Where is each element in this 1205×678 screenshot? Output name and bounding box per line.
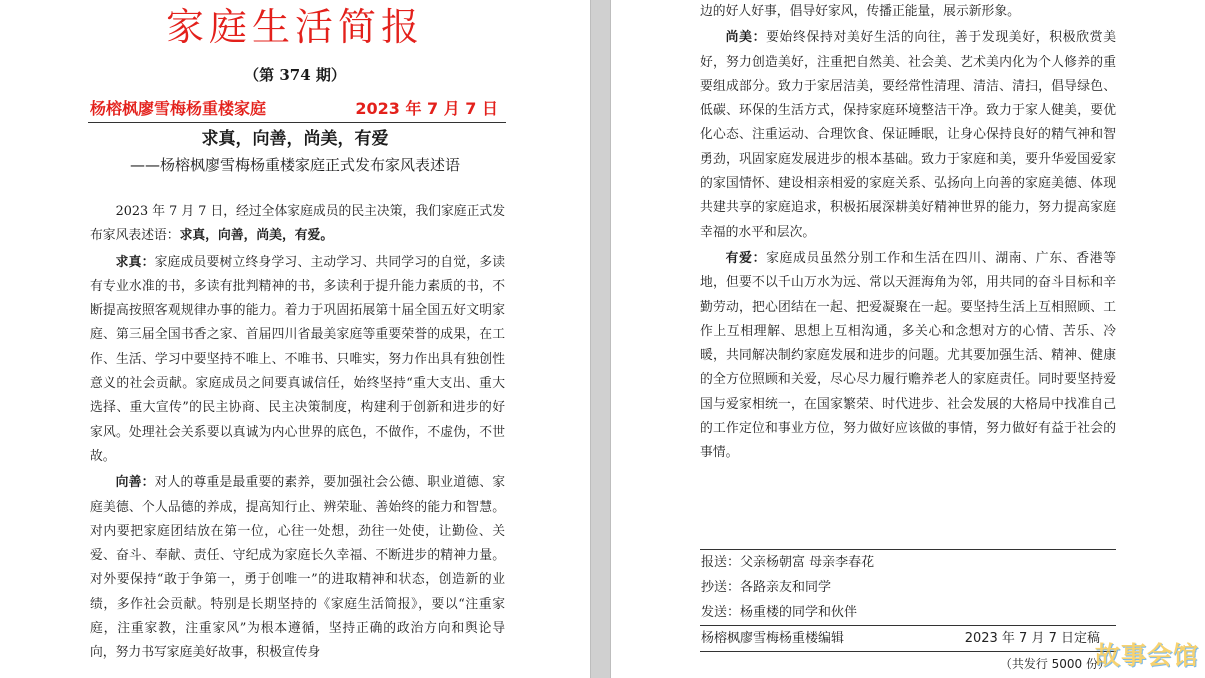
xiangshan-lead: 向善： [115, 475, 155, 491]
qiuzhen-lead: 求真： [115, 254, 155, 270]
intro-paragraph [90, 200, 505, 249]
xiangshan-text: 对人的尊重是最重要的素养，要加强社会公德、职业道德、家庭美德、个人品德的养成，提高知行止、辨荣耻、善始终的能力和智慧。对内要把家庭团结放在第一位，心往一处想，劲往一处使，让勤俭、关爱、奋斗、奉献、责任、守纪成为家庭长久幸福、不断进步的精神力量。对外要保持“敢于争第一，勇于创唯一”的进取精神和状态，创造新的业绩，多作社会贡献。特别是长期坚持的《家庭生活简报》，要以“注重家庭，注重家教，注重家风”为根本遵循，坚持正确的政治方向和舆论导向，努力书写家庭美好故事，积极宣传身 [90, 475, 506, 661]
masthead-title: 家庭生活简报 [165, 5, 424, 49]
article-body-left [90, 200, 505, 668]
issue-number: （第 374 期） [244, 66, 346, 84]
xiangshan-continuation: 边的好人好事，倡导好家风，传播正能量，展示新形象。 [700, 4, 1020, 19]
page-right [611, 0, 1205, 678]
article-body-right [700, 0, 1116, 468]
youai-text: 家庭成员虽然分别工作和生活在四川、湖南、广东、香港等地，但要不以千山万水为远、常以天涯海角为邻，用共同的奋斗目标和辛勤劳动，把心团结在一起、把爱凝聚在一起。要坚持生活上互相照顾、工作上互相理解、思想上互相沟通，多关心和念想对方的心情、苦乐、冷暖，共同解决制约家庭发展和进步的问题。尤其要加强生活、精神、健康的全方位照顾和关爱，尽心尽力履行赡养老人的家庭责任。同时要坚持爱国与爱家相统一，在国家繁荣、时代进步、社会发展的大格局中找准自己的工作定位和事业方位，努力做好应该做的事情，努力做好有益于社会的事情。 [700, 250, 1117, 461]
qiuzhen-text: 家庭成员要树立终身学习、主动学习、共同学习的自觉，多读有专业水准的书，多读有批判精神的书，多读利于提升能力素质的书，不断提高按照客观规律办事的能力。着力于巩固拓展第十届全国五好文明家庭、第三届全国书香之家、首届四川省最美家庭等重要荣誉的成果，在工作、生活、学习中要坚持不唯上、不唯书、只唯实，努力作出具有独创性意义的社会贡献。家庭成员之间要真诚信任，始终坚持“重大支出、重大选择、重大宣传”的民主协商、民主决策制度，构建利于创新和进步的好家风。处理社会关系要以真诚为内心世界的底色，不做作，不虚伪，不世故。 [90, 254, 506, 464]
article-headline: 求真，向善，尚美，有爱 [201, 129, 389, 149]
editor-signature-line [700, 626, 1116, 651]
final-date: 2023 年 7 月 7 日定稿 [964, 631, 1100, 646]
page-gutter [590, 0, 611, 678]
editor-signature: 杨榕枫廖雪梅杨重楼编辑 [701, 631, 845, 646]
header-rule [88, 122, 506, 123]
shangmei-paragraph [700, 26, 1116, 245]
editor-line [90, 94, 500, 120]
copy-to-line: 抄送：各路亲友和同学 [701, 580, 832, 595]
print-count: （共发行 5000 份） [999, 657, 1110, 671]
page-left [0, 0, 590, 678]
qiuzhen-paragraph [90, 251, 505, 470]
intro-text: 2023 年 7 月 7 日，经过全体家庭成员的民主决策，我们家庭正式发布家风表述语： [90, 204, 505, 244]
report-to-line: 报送：父亲杨朝富 母亲李春花 [701, 555, 875, 570]
shangmei-lead: 尚美： [725, 30, 767, 46]
youai-lead: 有爱： [725, 250, 767, 266]
youai-paragraph [700, 247, 1116, 466]
distribution-footer [700, 549, 1116, 676]
issue-date: 2023 年 7 月 7 日 [355, 99, 498, 118]
shangmei-text: 要始终保持对美好生活的向往，善于发现美好，积极欣赏美好，努力创造美好，注重把自然美、社会美、艺术美内化为个人修养的重要组成部分。致力于家居洁美，要经常性清理、清洁、清扫，倡导绿色、低碳、环保的生活方式，保持家庭环境整洁干净。致力于家人健美，要优化心态、注重运动、合理饮食、保证睡眠，让身心保持良好的精气神和智勇劲，巩固家庭发展进步的根本基础。致力于家庭和美，要升华爱国爱家的家国情怀、建设相亲相爱的家庭关系、弘扬向上向善的家庭美德、体现共建共享的家庭追求，积极拓展深耕美好精神世界的能力，努力提高家庭幸福的水平和层次。 [700, 30, 1117, 240]
family-motto: 求真，向善，尚美，有爱。 [179, 228, 334, 244]
xiangshan-paragraph [90, 471, 505, 665]
send-to-line: 发送：杨重楼的同学和伙伴 [701, 605, 858, 620]
article-subheadline: ——杨榕枫廖雪梅杨重楼家庭正式发布家风表述语 [129, 156, 460, 174]
editor-family: 杨榕枫廖雪梅杨重楼家庭 [90, 99, 267, 118]
site-watermark: 故事会馆 [1094, 641, 1199, 670]
